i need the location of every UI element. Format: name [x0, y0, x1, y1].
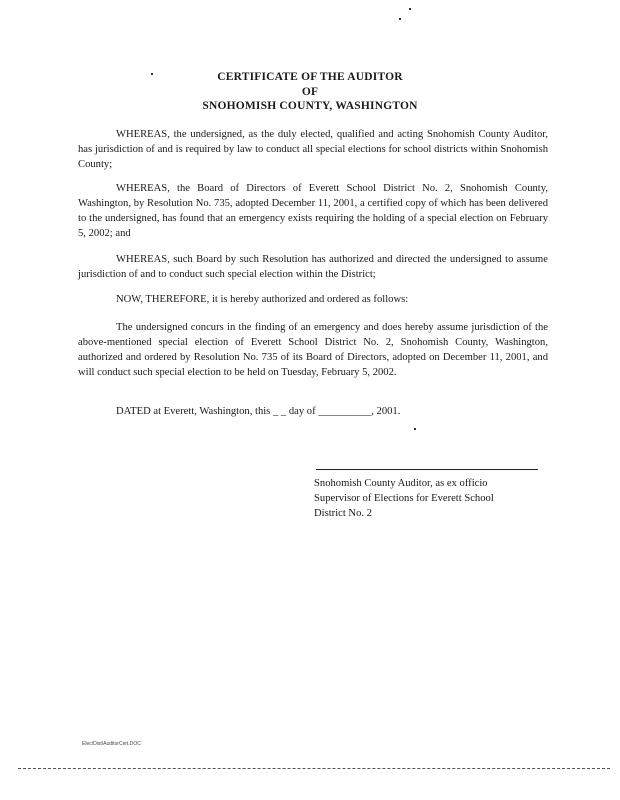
- document-title-of: OF: [301, 86, 319, 98]
- paragraph-now-therefore: NOW, THEREFORE, it is hereby authorized and ordered as follows:: [116, 294, 409, 305]
- paragraph-resolution: The undersigned concurs in the finding of an emergency and does hereby assume jurisdiction of the above-mentioned special election of Everett School District No. 2, Snohomish County, Washington, authorized and ordered by Resolution No. 735 of its Board of Directors, adopted on December 11, 2001, and will conduct such special election to be held on Tuesday, February 5, 2002.: [78, 322, 548, 378]
- paragraph-whereas-1: WHEREAS, the undersigned, as the duly elected, qualified and acting Snohomish County Auditor, has jurisdiction of and is required by law to conduct all special elections for school districts within Snohomish County;: [78, 129, 548, 170]
- paragraph-dated: DATED at Everett, Washington, this _ _ day of __________, 2001.: [116, 406, 401, 417]
- paragraph-whereas-3: WHEREAS, such Board by such Resolution has authorized and directed the undersigned to assume jurisdiction of and to conduct such special election within the District;: [78, 254, 548, 280]
- footer-scan-line: [18, 768, 610, 769]
- scan-speck: [414, 428, 416, 430]
- paragraph-whereas-2: WHEREAS, the Board of Directors of Everett School District No. 2, Snohomish County, Washington, by Resolution No. 735, adopted December 11, 2001, a certified copy of which has been delivered to the undersigned, has found that an emergency exists requiring the holding of a special election on February 5, 2002; and: [78, 183, 548, 239]
- scan-speck: [409, 8, 411, 10]
- signature-block: [314, 476, 544, 521]
- scan-speck: [151, 73, 153, 75]
- footer-file-reference: Elec/Dist/AuditorCert.DOC: [82, 741, 141, 747]
- signature-line: [316, 469, 538, 470]
- scan-speck: [399, 18, 401, 20]
- document-title: CERTIFICATE OF THE AUDITOR: [217, 71, 403, 83]
- document-subtitle: SNOHOMISH COUNTY, WASHINGTON: [202, 100, 418, 112]
- signature-title-line-1: Snohomish County Auditor, as ex officio: [314, 478, 488, 489]
- signature-title-line-2: Supervisor of Elections for Everett School: [314, 493, 494, 504]
- signature-title-line-3: District No. 2: [314, 508, 372, 519]
